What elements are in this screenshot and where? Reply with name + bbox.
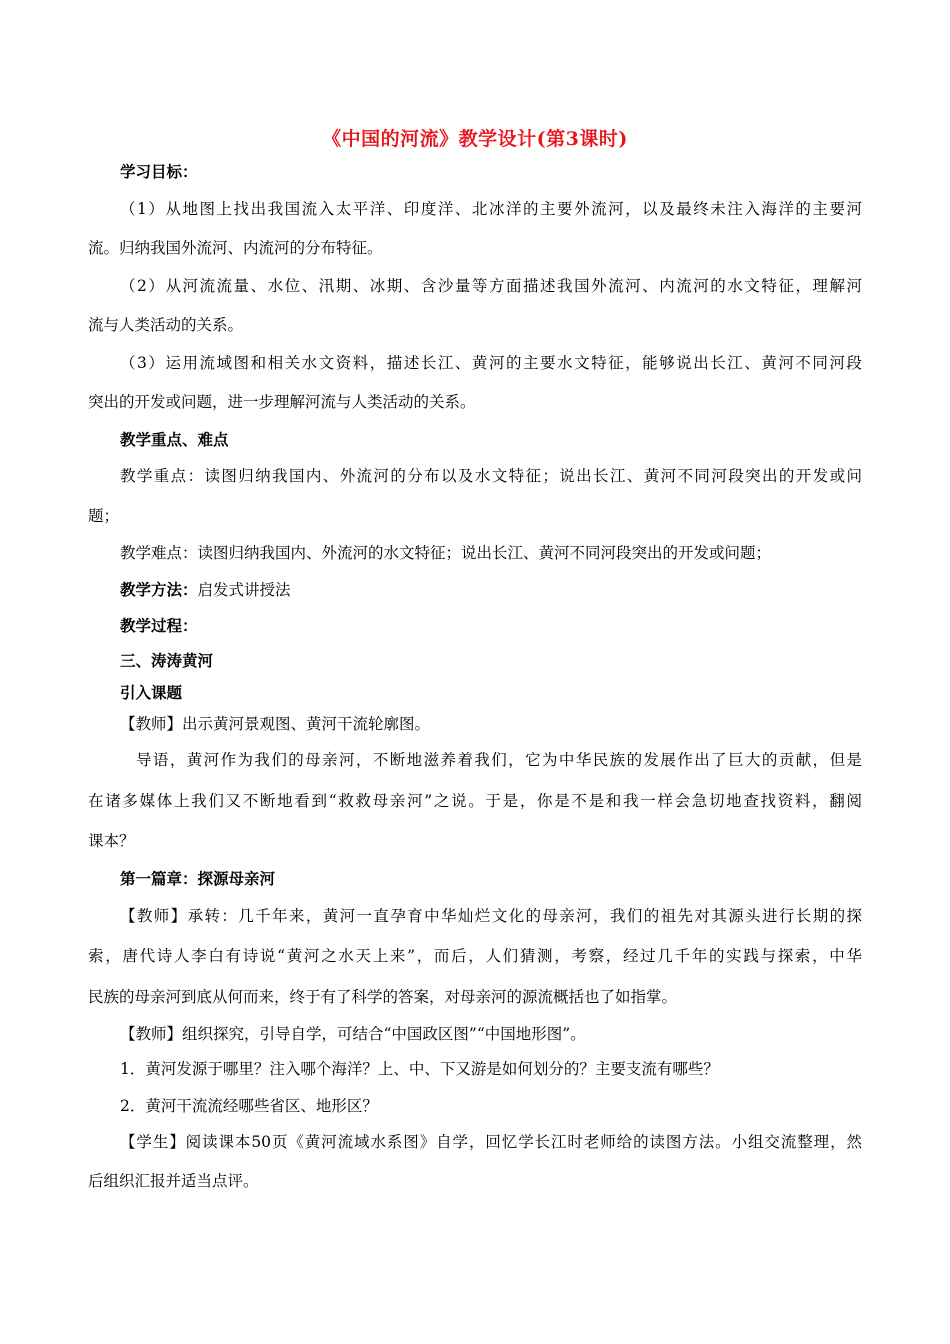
section-3-heading: 三、涛涛黄河	[120, 651, 214, 670]
intro-teacher-line: 【教师】出示黄河景观图、黄河干流轮廓图。	[120, 715, 431, 733]
process-heading: 教学过程：	[120, 616, 198, 635]
chapter-1-para-line-3: 民族的母亲河到底从何而来，终于有了科学的答案，对母亲河的源流概括也了如指掌。	[88, 988, 678, 1006]
intro-paragraph-line-2: 在诸多媒体上我们又不断地看到“救救母亲河”之说。于是，你是不是和我一样会急切地查找资料，翻阅	[88, 792, 862, 810]
chapter-1-para-line-2: 索，唐代诗人李白有诗说“黄河之水天上来”，而后，人们猜测，考察，经过几千年的实践与探索，中华	[88, 947, 862, 965]
question-2: 2．黄河干流流经哪些省区、地形区？	[120, 1097, 378, 1115]
chapter-1-teacher-line: 【教师】组织探究，引导自学，可结合“中国政区图”“中国地形图”。	[120, 1025, 586, 1043]
goals-heading: 学习目标：	[120, 162, 198, 181]
key-points-line-2: 题；	[88, 507, 120, 525]
difficulty-line: 教学难点：读图归纳我国内、外流河的水文特征；说出长江、黄河不同河段突出的开发或问题；	[120, 544, 772, 562]
goal-3-line-1: （3）运用流域图和相关水文资料，描述长江、黄河的主要水文特征，能够说出长江、黄河不同河段	[120, 354, 862, 372]
method-line	[120, 580, 291, 600]
goal-1-line-2: 流。归纳我国外流河、内流河的分布特征。	[88, 239, 383, 257]
intro-paragraph-line-3: 课本？	[88, 832, 135, 850]
chapter-1-heading: 第一篇章：探源母亲河	[120, 869, 276, 888]
question-1: 1．黄河发源于哪里？注入哪个海洋？上、中、下又游是如何划分的？主要支流有哪些？	[120, 1060, 719, 1078]
key-points-line-1: 教学重点：读图归纳我国内、外流河的分布以及水文特征；说出长江、黄河不同河段突出的开发或问	[120, 467, 862, 485]
chapter-1-para-line-1: 【教师】承转：几千年来，黄河一直孕育中华灿烂文化的母亲河，我们的祖先对其源头进行长期的探	[120, 907, 862, 925]
goal-1-line-1: （1）从地图上找出我国流入太平洋、印度洋、北冰洋的主要外流河，以及最终未注入海洋的主要河	[120, 200, 862, 218]
goal-2-line-1: （2）从河流流量、水位、汛期、冰期、含沙量等方面描述我国外流河、内流河的水文特征，理解河	[120, 277, 862, 295]
goal-3-line-2: 突出的开发或问题，进一步理解河流与人类活动的关系。	[88, 393, 476, 411]
intro-paragraph-line-1: 导语，黄河作为我们的母亲河，不断地滋养着我们，它为中华民族的发展作出了巨大的贡献，但是	[136, 751, 862, 769]
page-title: 《中国的河流》教学设计(第3课时)	[322, 128, 628, 150]
method-label: 教学方法：	[120, 580, 198, 599]
intro-heading: 引入课题	[120, 683, 183, 702]
key-points-heading: 教学重点、难点	[120, 430, 229, 449]
goal-2-line-2: 流与人类活动的关系。	[88, 316, 244, 334]
student-line-2: 后组织汇报并适当点评。	[88, 1172, 259, 1190]
method-value: 启发式讲授法	[197, 581, 291, 599]
student-line-1: 【学生】阅读课本50页《黄河流域水系图》自学，回忆学长江时老师给的读图方法。小组交流整理，然	[120, 1133, 862, 1151]
